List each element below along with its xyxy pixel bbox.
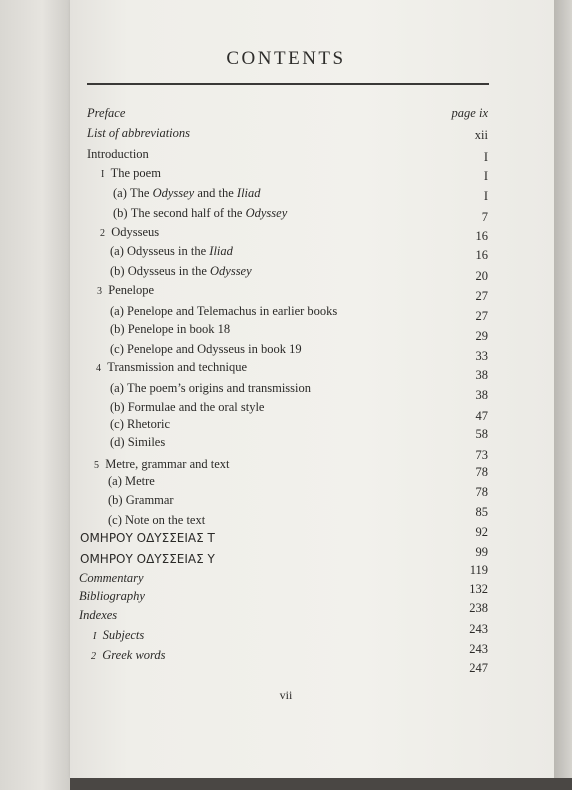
toc-page: 33 bbox=[475, 349, 488, 363]
title-rule bbox=[87, 83, 489, 85]
toc-subsection: (b) Odysseus in the Odyssey bbox=[110, 264, 252, 278]
toc-entry-commentary: Commentary bbox=[79, 571, 144, 585]
toc-page: 243 bbox=[469, 642, 488, 656]
toc-section: 5 Metre, grammar and text bbox=[94, 457, 230, 471]
book-gutter bbox=[0, 0, 70, 790]
toc-page: 20 bbox=[475, 269, 488, 283]
toc-entry-bibliography: Bibliography bbox=[79, 589, 145, 603]
toc-entry-introduction: Introduction bbox=[87, 147, 149, 161]
toc-page: 73 bbox=[475, 448, 488, 462]
toc-section: 2 Odysseus bbox=[100, 225, 160, 239]
toc-page: 99 bbox=[475, 545, 488, 559]
toc-page: 78 bbox=[475, 485, 488, 499]
background-strip bbox=[70, 778, 572, 790]
toc-page: I bbox=[483, 189, 488, 203]
toc-page: 29 bbox=[475, 329, 488, 343]
toc-page: 27 bbox=[475, 309, 488, 323]
toc-subsection: (a) The poem’s origins and transmission bbox=[110, 381, 312, 395]
toc-page: 132 bbox=[469, 582, 488, 596]
toc-subsection: (a) The Odyssey and the Iliad bbox=[113, 186, 261, 200]
toc-page: 238 bbox=[469, 601, 488, 615]
toc-subsection: (b) Penelope in book 18 bbox=[110, 322, 231, 336]
toc-entry-abbreviations: List of abbreviations bbox=[87, 126, 191, 140]
toc-page: 85 bbox=[475, 505, 488, 519]
toc-section: 4 Transmission and technique bbox=[96, 360, 248, 374]
toc-subsection: I Subjects bbox=[93, 628, 145, 642]
toc-subsection: (c) Rhetoric bbox=[110, 417, 171, 431]
toc-section: 3 Penelope bbox=[97, 283, 155, 297]
page-title: CONTENTS bbox=[226, 48, 346, 69]
toc-page: 119 bbox=[469, 563, 488, 577]
toc-page: 58 bbox=[475, 427, 488, 441]
toc-subsection: (c) Note on the text bbox=[108, 513, 206, 527]
toc-subsection: (d) Similes bbox=[110, 435, 166, 449]
toc-page: 47 bbox=[475, 409, 488, 423]
toc-page: 78 bbox=[475, 465, 488, 479]
page-edge bbox=[554, 0, 572, 790]
toc-page: 38 bbox=[475, 368, 488, 382]
toc-subsection: (b) Grammar bbox=[108, 493, 174, 507]
toc-entry-indexes: Indexes bbox=[79, 608, 118, 622]
toc-page: 247 bbox=[469, 661, 488, 675]
toc-page: 243 bbox=[469, 622, 488, 636]
page-number: vii bbox=[279, 688, 293, 702]
toc-page-abbreviations: xii bbox=[474, 128, 488, 142]
toc-subsection: (a) Penelope and Telemachus in earlier books bbox=[110, 304, 338, 318]
toc-page: 7 bbox=[481, 210, 488, 224]
toc-page: 27 bbox=[475, 289, 488, 303]
toc-entry-greek-text-t: ΟΜΗΡΟΥ ΟΔΥΣΣΕΙΑΣ Τ bbox=[80, 531, 215, 545]
toc-page-preface: page ix bbox=[451, 106, 488, 120]
toc-section: I The poem bbox=[101, 166, 161, 180]
toc-subsection: (b) Formulae and the oral style bbox=[110, 400, 265, 414]
toc-entry-greek-text-y: ΟΜΗΡΟΥ ΟΔΥΣΣΕΙΑΣ Υ bbox=[80, 552, 215, 566]
toc-page: 38 bbox=[475, 388, 488, 402]
toc-entry-preface: Preface bbox=[87, 106, 126, 120]
toc-subsection: 2 Greek words bbox=[91, 648, 166, 662]
toc-page: 92 bbox=[475, 525, 488, 539]
toc-page: 16 bbox=[475, 229, 488, 243]
toc-subsection: (a) Odysseus in the Iliad bbox=[110, 244, 233, 258]
toc-page-introduction: I bbox=[483, 150, 488, 164]
toc-subsection: (b) The second half of the Odyssey bbox=[113, 206, 288, 220]
toc-subsection: (c) Penelope and Odysseus in book 19 bbox=[110, 342, 302, 356]
toc-subsection: (a) Metre bbox=[108, 474, 155, 488]
toc-page: 16 bbox=[475, 248, 488, 262]
toc-page: I bbox=[483, 169, 488, 183]
